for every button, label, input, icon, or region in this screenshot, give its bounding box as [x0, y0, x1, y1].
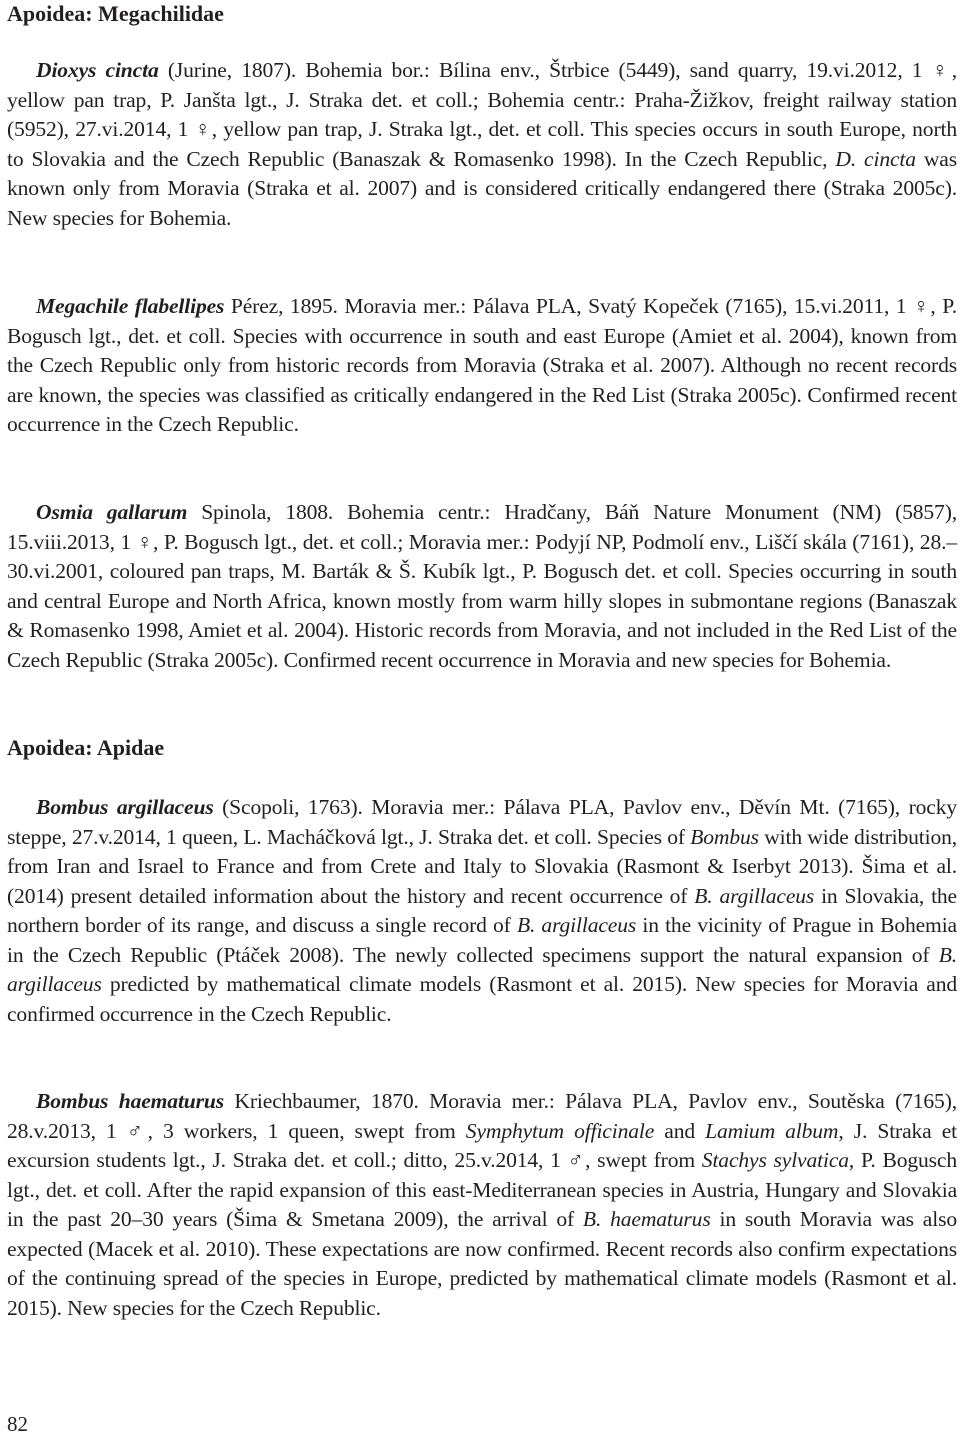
- plant-name: Lamium album: [705, 1118, 839, 1143]
- section-heading: Apoidea: Apidae: [7, 735, 165, 760]
- entry-text: , J. Straka et excursion students lgt., J. Straka det. et coll.; ditto, 25.v.2014, 1 ♂, swept from: [7, 1118, 958, 1172]
- entry-paragraph: [7, 56, 957, 233]
- species-abbrev: B. argillaceus: [7, 942, 957, 996]
- species-abbrev: D. cincta: [835, 146, 916, 171]
- entry-paragraph: [7, 793, 957, 1029]
- species-name: Bombus haematurus: [36, 1089, 225, 1113]
- species-name: Megachile flabellipes: [36, 294, 225, 318]
- section-apidae: [7, 734, 164, 762]
- section-heading: Apoidea: Megachilidae: [7, 1, 224, 26]
- entry-paragraph: [7, 292, 957, 440]
- section-megachilidae: [7, 0, 224, 28]
- genus-name: Bombus: [690, 824, 759, 849]
- entry-text: in Slovakia, the northern border of its range, and discuss a single record of: [7, 883, 957, 937]
- species-name: Osmia gallarum: [36, 500, 188, 524]
- entry-text: predicted by mathematical climate models (Rasmont et al. 2015). New species for Moravia and confirmed occurrence in the Czech Republic.: [7, 972, 957, 1026]
- entry-text: in south Moravia was also expected (Macek et al. 2010). These expectations are now confirmed. Recent records also confirm expectations of the continuing spread of the species in Europe, predicted by mathematical climate models (Rasmont et al. 2015). New species for the Czech Republic.: [7, 1207, 957, 1320]
- species-abbrev: B. argillaceus: [694, 883, 815, 908]
- entry-text: (Jurine, 1807). Bohemia bor.: Bílina env., Štrbice (5449), sand quarry, 19.vi.2012, 1 ♀, yellow pan trap, P. Janšta lgt., J. Straka det. et coll.; Bohemia centr.: Praha-Žižkov, freight railway station (5952), 27.vi.2014, 1 ♀, yellow pan trap, J. Straka lgt., det. et coll. This species occurs in south Europe, north to Slovakia and the Czech Republic (Banaszak & Romasenko 1998). In the Czech Republic,: [7, 58, 957, 171]
- entry-text: with wide distribution, from Iran and Israel to France and from Crete and Italy to Slovakia (Rasmont & Iserbyt 2013). Šima et al. (2014) present detailed information about the history and recent occurrence of: [7, 824, 958, 908]
- entry-text: in the vicinity of Prague in Bohemia in the Czech Republic (Ptáček 2008). The newly collected specimens support the natural expansion of: [7, 913, 957, 967]
- entry-text: , P. Bogusch lgt., det. et coll. After the rapid expansion of this east-Mediterranean species in Austria, Hungary and Slovakia in the past 20–30 years (Šima & Smetana 2009), the arrival of: [7, 1148, 958, 1231]
- species-entry-osmia-gallarum: [7, 498, 957, 675]
- entry-text: Pérez, 1895. Moravia mer.: Pálava PLA, Svatý Kopeček (7165), 15.vi.2011, 1 ♀, P. Bogusch lgt., det. et coll. Species with occurrence in south and east Europe (Amiet et al. 2004), known from the Czech Republic only from historic records from Moravia (Straka et al. 2007). Although no recent records are known, the species was classified as critically endangered in the Red List (Straka 2005c). Confirmed recent occurrence in the Czech Republic.: [7, 294, 957, 436]
- entry-text: Kriechbaumer, 1870. Moravia mer.: Pálava PLA, Pavlov env., Soutěska (7165), 28.v.2013, 1 ♂, 3 workers, 1 queen, swept from: [7, 1089, 957, 1143]
- entry-text: Spinola, 1808. Bohemia centr.: Hradčany, Báň Nature Monument (NM) (5857), 15.viii.2013, 1 ♀, P. Bogusch lgt., det. et coll.; Moravia mer.: Podyjí NP, Podmolí env., Liščí skála (7161), 28.–30.vi.2001, coloured pan traps, M. Barták & Š. Kubík lgt., P. Bogusch det. et coll. Species occurring in south and central Europe and North Africa, known mostly from warm hilly slopes in submontane regions (Banaszak & Romasenko 1998, Amiet et al. 2004). Historic records from Moravia, and not included in the Red List of the Czech Republic (Straka 2005c). Confirmed recent occurrence in Moravia and new species for Bohemia.: [7, 500, 957, 672]
- species-entry-bombus-argillaceus: [7, 793, 957, 1029]
- species-entry-megachile-flabellipes: [7, 292, 957, 440]
- entry-paragraph: [7, 1087, 957, 1323]
- species-entry-dioxys-cincta: [7, 56, 957, 233]
- entry-text: was known only from Moravia (Straka et al. 2007) and is considered critically endangered there (Straka 2005c). New species for Bohemia.: [7, 146, 957, 230]
- species-name: Bombus argillaceus: [36, 795, 214, 819]
- species-abbrev: B. argillaceus: [516, 913, 637, 937]
- entry-paragraph: [7, 498, 957, 675]
- plant-name: Symphytum officinale: [465, 1118, 655, 1143]
- page-number: 82: [7, 1412, 28, 1436]
- entry-text: and: [654, 1118, 706, 1143]
- entry-text: (Scopoli, 1763). Moravia mer.: Pálava PLA, Pavlov env., Děvín Mt. (7165), rocky steppe, 27.v.2014, 1 queen, L. Macháčková lgt., J. Straka det. et coll. Species of: [7, 795, 957, 849]
- species-entry-bombus-haematurus: [7, 1087, 957, 1323]
- plant-name: Stachys sylvatica: [701, 1148, 849, 1172]
- species-abbrev: B. haematurus: [582, 1207, 711, 1231]
- species-name: Dioxys cincta: [36, 58, 159, 82]
